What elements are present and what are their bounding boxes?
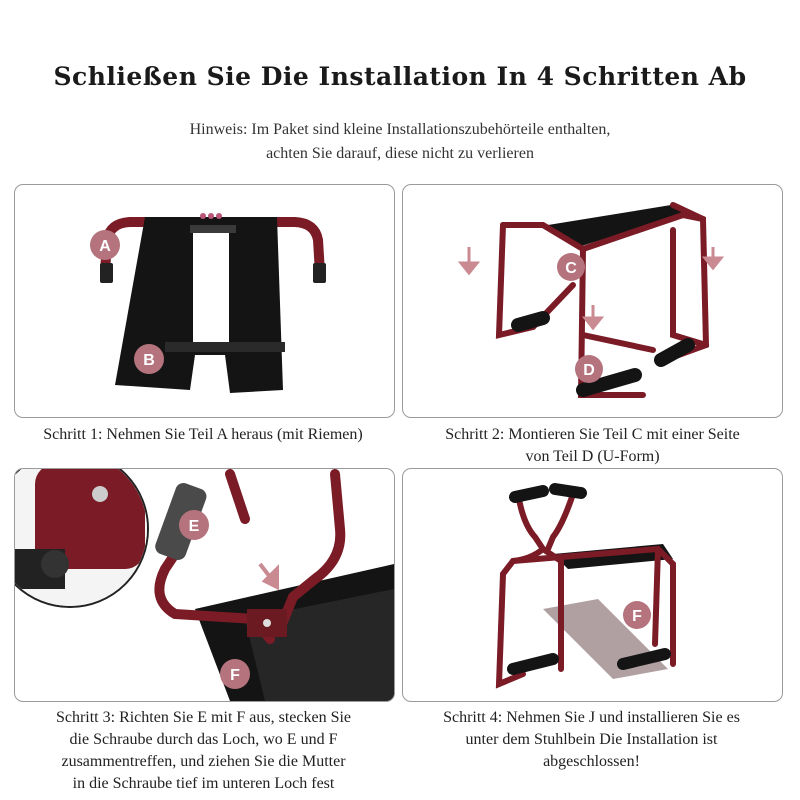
label-a: A [99,238,111,255]
step-4-caption-line-1: Schritt 4: Nehmen Sie J und installieren Sie es [443,709,740,726]
frame-assembly-illustration [403,185,782,417]
note-line-1: Hinweis: Im Paket sind kleine Installationszubehörteile enthalten, [189,121,611,138]
label-b: B [143,352,155,369]
screw-detail-illustration [15,469,394,701]
step-2-caption-line-1: Schritt 2: Montieren Sie Teil C mit einer Seite [445,426,740,443]
label-e: E [188,518,200,535]
note-line-2: achten Sie darauf, diese nicht zu verlieren [266,145,534,162]
step-3-caption-line-2: die Schraube durch das Loch, wo E und F [69,731,338,748]
seat-part-a-illustration [15,185,394,417]
step-1-image [14,184,395,418]
step-3-caption-line-1: Schritt 3: Richten Sie E mit F aus, stecken Sie [55,709,352,726]
step-2-image [402,184,783,418]
step-4-caption-line-2: unter dem Stuhlbein Die Installation ist [465,731,718,748]
step-1-caption: Schritt 1: Nehmen Sie Teil A heraus (mit Riemen) [43,426,363,443]
label-f: F [230,667,240,684]
step-3-image [14,468,395,702]
finished-chair-illustration [403,469,782,701]
note-text [0,118,800,166]
step-2-caption-line-2: von Teil D (U-Form) [525,448,660,465]
step-4-image [402,468,783,702]
step-4-caption [402,707,781,773]
step-3-caption-line-3: zusammentreffen, und ziehen Sie die Mutter [61,753,346,770]
label-d: D [583,362,595,379]
step-4-caption-line-3: abgeschlossen! [543,753,640,770]
step-3-caption-line-4: in die Schraube tief im unteren Loch fest [72,775,335,792]
page-title: Schließen Sie Die Installation In 4 Schritten Ab [53,62,747,91]
step-3-caption [14,707,393,795]
step-2-caption [402,424,783,468]
label-f-step4: F [632,608,642,625]
label-c: C [565,260,577,277]
